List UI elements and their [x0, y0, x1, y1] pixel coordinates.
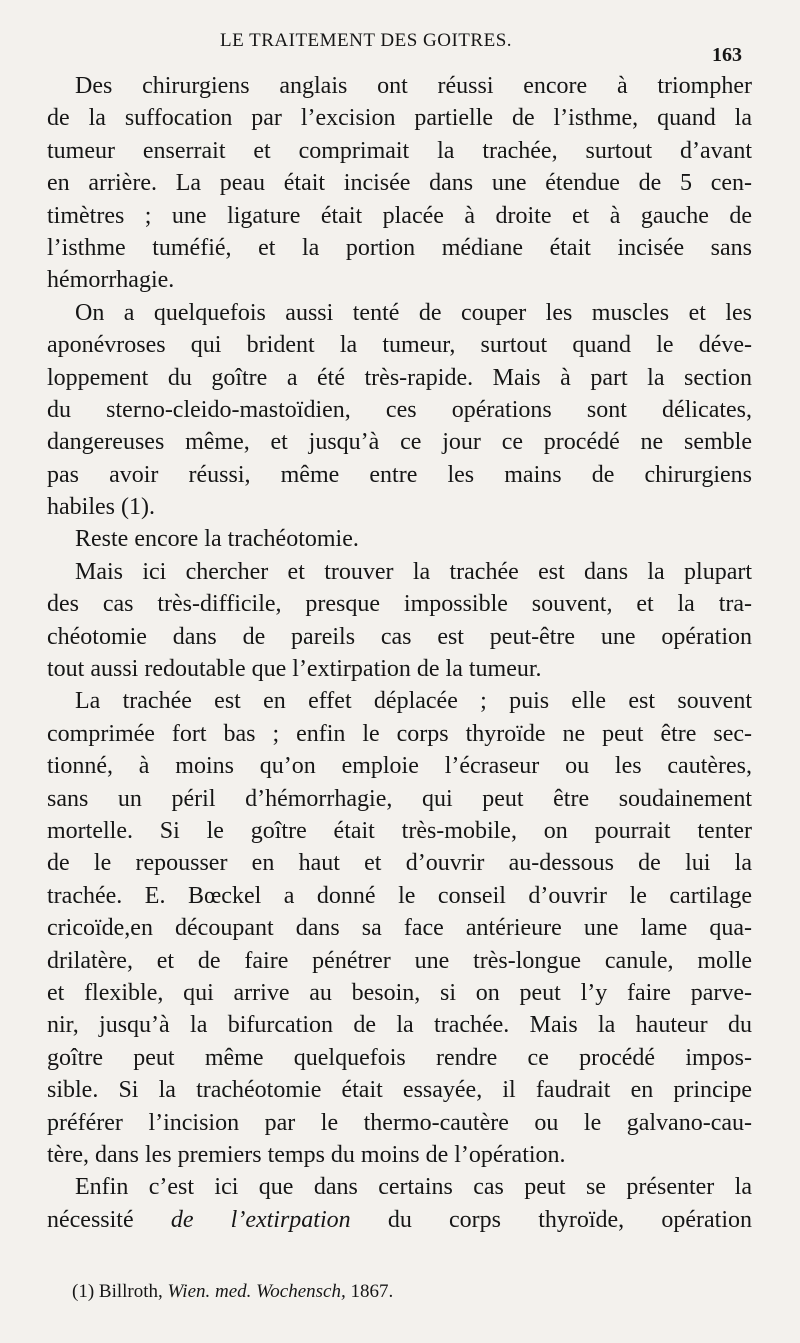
text-run: nécessité: [47, 1206, 134, 1233]
text-line: drilatère, et de faire pénétrer une très-longue canule, molle: [47, 947, 752, 974]
text-line: sible. Si la trachéotomie était essayée, il faudrait en principe: [47, 1077, 752, 1104]
text-line: de le repousser en haut et d’ouvrir au-dessous de lui la: [47, 850, 752, 877]
text-line: tère, dans les premiers temps du moins de l’opération.: [47, 1141, 566, 1168]
text-line: timètres ; une ligature était placée à droite et à gauche de: [47, 202, 752, 229]
text-line: du sterno-cleido-mastoïdien, ces opérations sont délicates,: [47, 396, 752, 423]
text-line: comprimée fort bas ; enfin le corps thyroïde ne peut être sec-: [47, 720, 752, 747]
text-line: tumeur enserrait et comprimait la trachée, surtout d’avant: [47, 137, 752, 164]
text-line: des cas très-difficile, presque impossible souvent, et la tra-: [47, 591, 752, 618]
text-line: habiles (1).: [47, 494, 155, 521]
text-line: tionné, à moins qu’on emploie l’écraseur ou les cautères,: [47, 753, 752, 780]
text-line: dangereuses même, et jusqu’à ce jour ce procédé ne semble: [47, 429, 752, 456]
text-line: On a quelquefois aussi tenté de couper les muscles et les: [75, 299, 752, 326]
text-line: La trachée est en effet déplacée ; puis elle est souvent: [75, 688, 752, 715]
text-line: tout aussi redoutable que l’extirpation de la tumeur.: [47, 656, 542, 683]
text-line: goître peut même quelquefois rendre ce procédé impos-: [47, 1044, 752, 1071]
text-line: préférer l’incision par le thermo-cautère ou le galvano-cau-: [47, 1109, 752, 1136]
text-line: sans un péril d’hémorrhagie, qui peut être soudainement: [47, 785, 752, 812]
text-line: Enfin c’est ici que dans certains cas peut se présenter la: [75, 1174, 752, 1201]
text-line: Mais ici chercher et trouver la trachée est dans la plupart: [75, 558, 752, 585]
text-line: hémorrhagie.: [47, 267, 175, 294]
text-line: pas avoir réussi, même entre les mains de chirurgiens: [47, 461, 752, 488]
text-line: aponévroses qui brident la tumeur, surtout quand le déve-: [47, 332, 752, 359]
text-line: mortelle. Si le goître était très-mobile, on pourrait tenter: [47, 817, 752, 844]
body-text: [47, 70, 752, 1236]
footnote-year: 1867.: [350, 1281, 394, 1302]
text-line: Des chirurgiens anglais ont réussi encore à triompher: [75, 73, 752, 99]
text-run: du corps thyroïde, opération: [387, 1206, 752, 1233]
text-line: Reste encore la trachéotomie.: [75, 526, 359, 553]
text-line: et flexible, qui arrive au besoin, si on peut l’y faire parve-: [47, 979, 752, 1006]
text-line: cricoïde,en découpant dans sa face antérieure une lame qua-: [47, 915, 752, 942]
footnote-marker: (1) Billroth,: [72, 1281, 163, 1302]
text-line: chéotomie dans de pareils cas est peut-être une opération: [47, 623, 752, 650]
italic-phrase: de l’extirpation: [170, 1206, 351, 1233]
running-title: LE TRAITEMENT DES GOITRES.: [220, 30, 513, 51]
page-number: 163: [712, 44, 742, 66]
text-line: nir, jusqu’à la bifurcation de la trachée. Mais la hauteur du: [47, 1012, 752, 1039]
text-line: [47, 1204, 752, 1236]
text-line: de la suffocation par l’excision partielle de l’isthme, quand la: [47, 105, 752, 132]
text-line: l’isthme tuméfié, et la portion médiane était incisée sans: [47, 234, 752, 261]
text-line: en arrière. La peau était incisée dans une étendue de 5 cen-: [47, 170, 752, 197]
footnote-journal: Wien. med. Wochensch,: [167, 1281, 346, 1302]
text-line: trachée. E. Bœckel a donné le conseil d’ouvrir le cartilage: [47, 882, 752, 909]
text-line: loppement du goître a été très-rapide. Mais à part la section: [47, 364, 752, 391]
footnote: [72, 1280, 393, 1304]
